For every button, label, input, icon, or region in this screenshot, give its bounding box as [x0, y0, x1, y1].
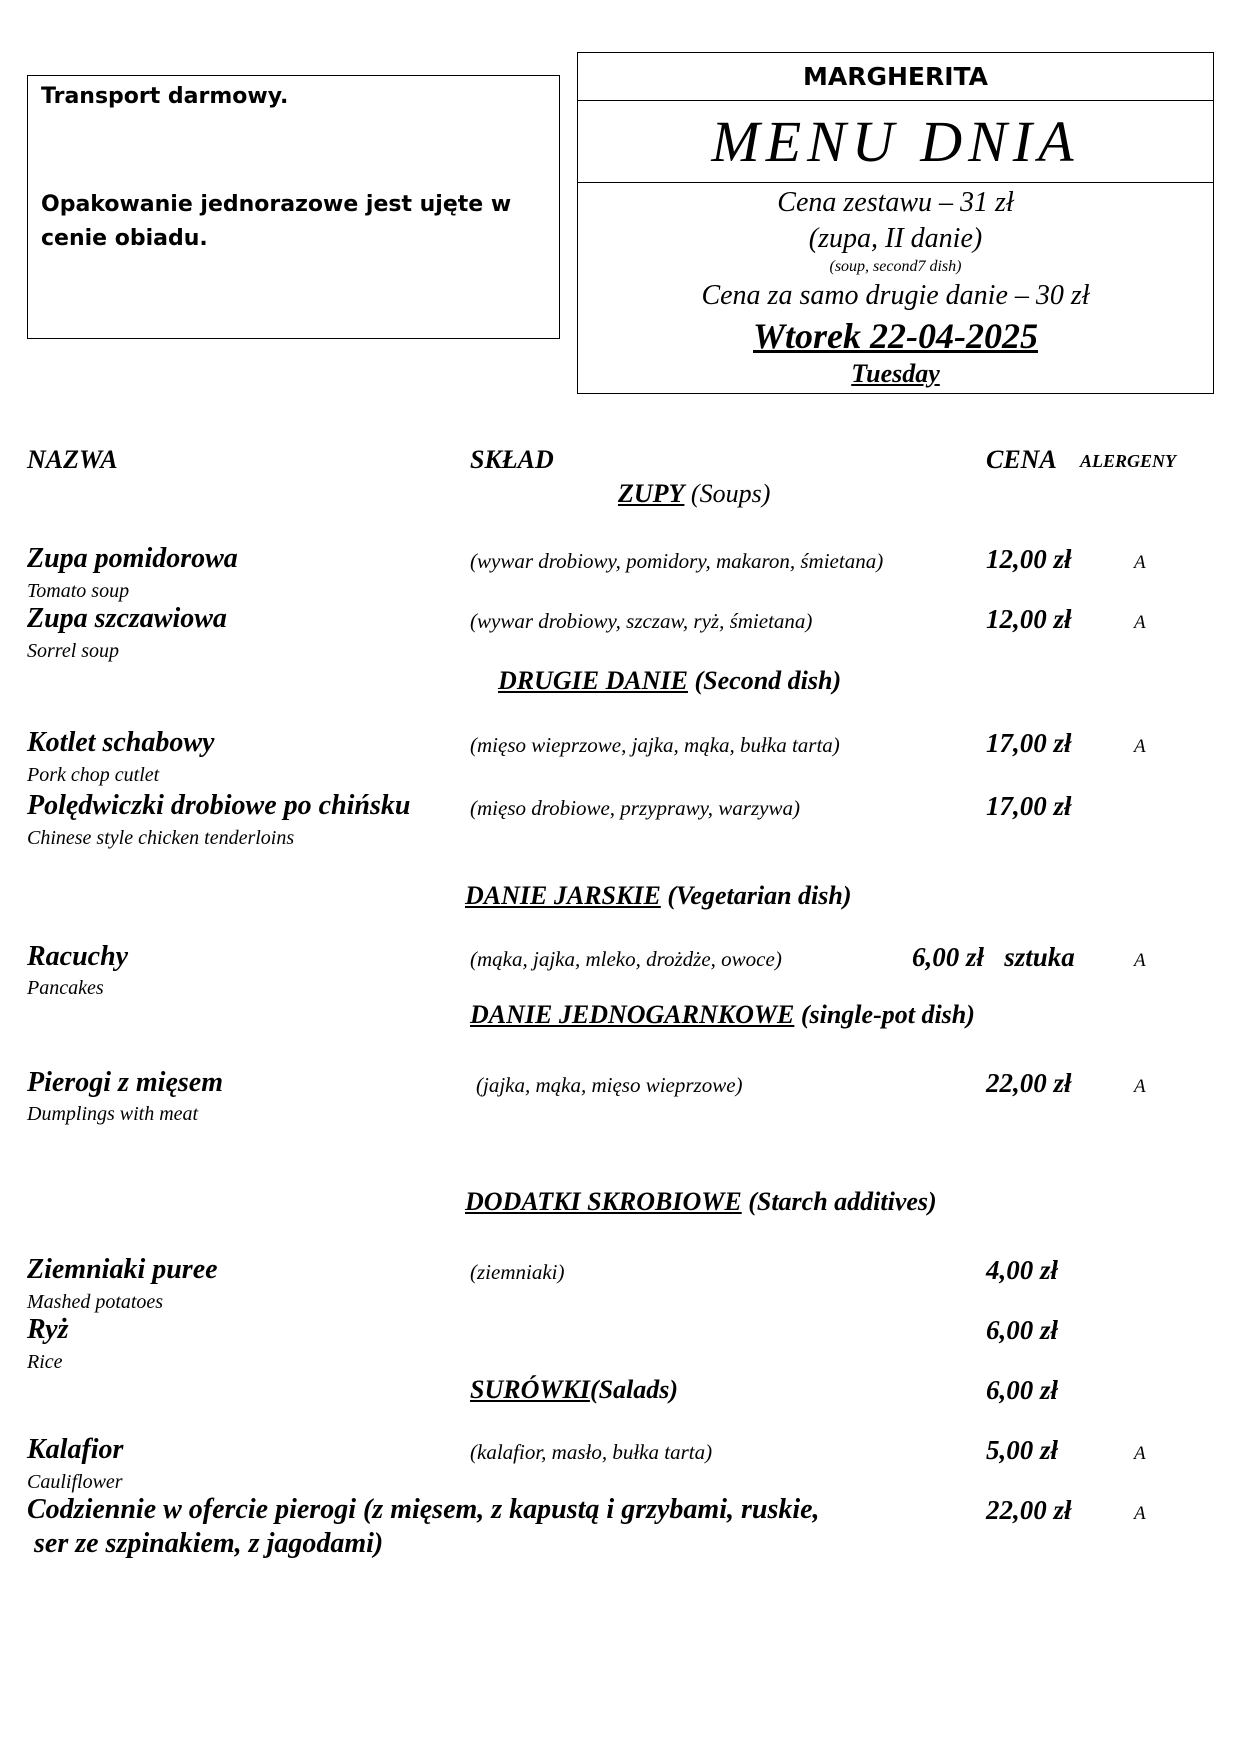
item-price: 4,00 zł [986, 1255, 1059, 1285]
item-price: 22,00 zł [986, 1068, 1072, 1098]
item-english-name: Rice [27, 1351, 63, 1373]
section-one-pot: DANIE JEDNOGARNKOWE (single-pot dish) [470, 1000, 975, 1029]
item-allergen: A [1134, 552, 1146, 573]
item-name: Zupa pomidorowa [27, 543, 238, 574]
item-english-name: Pork chop cutlet [27, 764, 160, 786]
column-header-allergens: ALERGENY [1080, 451, 1177, 471]
item-name: Polędwiczki drobiowe po chińsku [27, 790, 411, 821]
item-price: 6,00 zł sztuka [912, 942, 1075, 972]
daily-offer-allergen: A [1134, 1503, 1146, 1524]
set-contents-english: (soup, second7 dish) [829, 258, 962, 275]
column-header-name: NAZWA [27, 445, 118, 474]
item-name: Kotlet schabowy [27, 727, 215, 758]
item-ingredients: (mięso wieprzowe, jajka, mąka, bułka tarta) [470, 733, 840, 757]
daily-offer-price: 22,00 zł [986, 1495, 1072, 1525]
item-english-name: Cauliflower [27, 1471, 123, 1493]
menu-day-english: Tuesday [851, 359, 940, 388]
item-english-name: Dumplings with meat [27, 1103, 199, 1125]
packaging-note-line2: cenie obiadu. [41, 226, 208, 251]
menu-title: MENU DNIA [578, 101, 1213, 183]
column-header-ingredients: SKŁAD [470, 445, 554, 474]
set-contents: (zupa, II danie) [808, 223, 983, 254]
main-only-price: Cena za samo drugie danie – 30 zł [701, 280, 1090, 311]
item-name: Kalafior [27, 1434, 124, 1465]
item-english-name: Tomato soup [27, 580, 130, 602]
item-name: Racuchy [27, 941, 129, 972]
item-price: 17,00 zł [986, 791, 1072, 821]
item-ingredients: (mięso drobiowe, przyprawy, warzywa) [470, 796, 800, 820]
item-price: 5,00 zł [986, 1435, 1059, 1465]
item-allergen: A [1134, 950, 1146, 971]
item-allergen: A [1134, 736, 1146, 757]
section-soups: ZUPY (Soups) [618, 479, 771, 508]
item-allergen: A [1134, 1443, 1146, 1464]
item-allergen: A [1134, 612, 1146, 633]
item-ingredients: (wywar drobiowy, pomidory, makaron, śmietana) [470, 549, 884, 573]
item-english-name: Pancakes [27, 977, 104, 999]
item-english-name: Mashed potatoes [27, 1291, 164, 1313]
item-name: Pierogi z mięsem [27, 1067, 223, 1098]
item-name: Ziemniaki puree [27, 1254, 218, 1285]
packaging-note-line1: Opakowanie jednorazowe jest ujęte w [41, 192, 512, 217]
menu-date: Wtorek 22-04-2025 [753, 316, 1038, 356]
item-ingredients: (kalafior, masło, bułka tarta) [470, 1440, 713, 1464]
item-ingredients: (jajka, mąka, mięso wieprzowe) [476, 1073, 743, 1097]
item-name: Ryż [27, 1314, 69, 1345]
item-ingredients: (wywar drobiowy, szczaw, ryż, śmietana) [470, 609, 813, 633]
item-ingredients: (ziemniaki) [470, 1260, 565, 1284]
column-header-price: CENA [986, 445, 1057, 474]
header-box [577, 52, 1214, 394]
info-box [27, 75, 560, 339]
restaurant-name: MARGHERITA [578, 53, 1213, 101]
daily-offer-line2: ser ze szpinakiem, z jagodami) [27, 1528, 384, 1559]
item-name: Zupa szczawiowa [27, 603, 227, 634]
item-price: 17,00 zł [986, 728, 1072, 758]
item-price: 12,00 zł [986, 604, 1072, 634]
section-starch: DODATKI SKROBIOWE (Starch additives) [465, 1187, 937, 1216]
item-english-name: Sorrel soup [27, 640, 120, 662]
salads-price: 6,00 zł [986, 1375, 1059, 1405]
section-salads: SURÓWKI(Salads) [470, 1375, 679, 1404]
section-vegetarian: DANIE JARSKIE (Vegetarian dish) [465, 881, 852, 910]
item-allergen: A [1134, 1076, 1146, 1097]
set-price: Cena zestawu – 31 zł [777, 187, 1014, 218]
transport-note: Transport darmowy. [41, 84, 289, 109]
item-english-name: Chinese style chicken tenderloins [27, 827, 295, 849]
item-price: 12,00 zł [986, 544, 1072, 574]
section-mains: DRUGIE DANIE (Second dish) [498, 666, 842, 695]
item-ingredients: (mąka, jajka, mleko, drożdże, owoce) [470, 947, 782, 971]
item-price: 6,00 zł [986, 1315, 1059, 1345]
daily-offer-line1: Codziennie w ofercie pierogi (z mięsem, z kapustą i grzybami, ruskie, [27, 1494, 820, 1525]
